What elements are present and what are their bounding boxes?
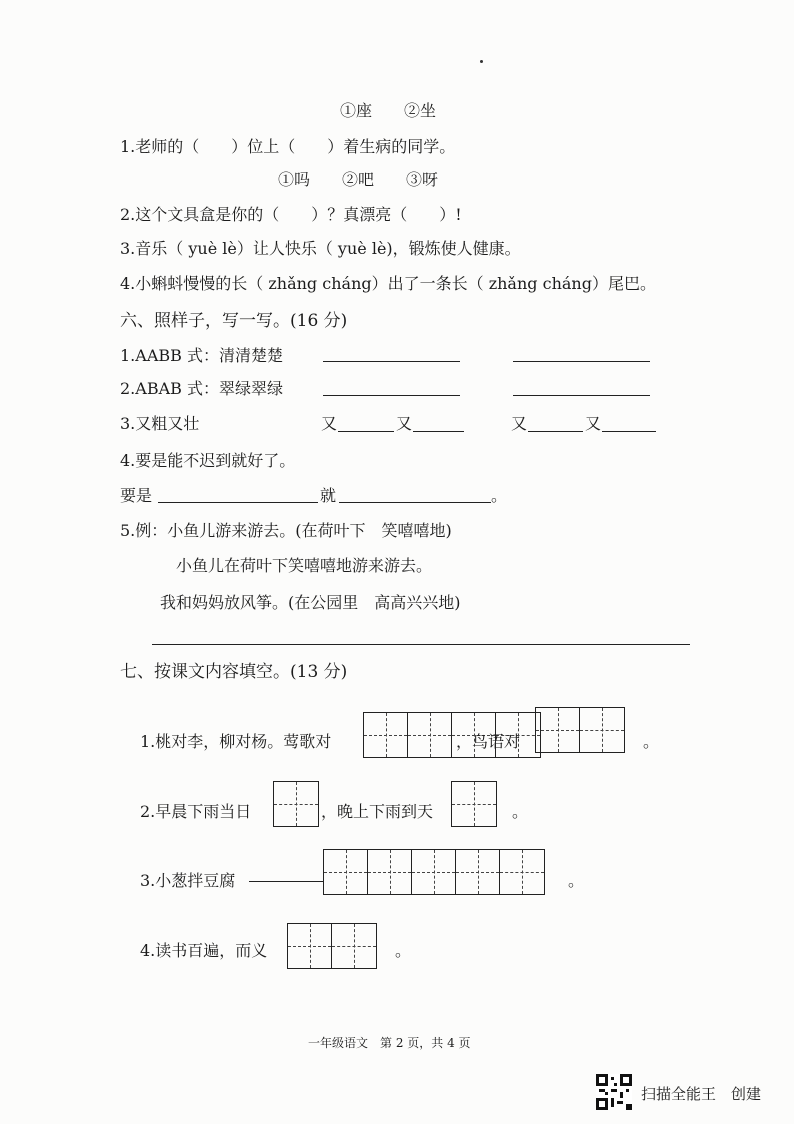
- tianzige-cell[interactable]: [332, 924, 376, 968]
- period: 。: [512, 802, 529, 821]
- page-footer: 一年级语文 第 2 页，共 4 页: [308, 1036, 471, 1050]
- item-2-text: 2.早晨下雨当日: [140, 802, 252, 821]
- answer-blank[interactable]: [602, 431, 656, 432]
- answer-blank[interactable]: [513, 361, 650, 362]
- item-1-text: 1.桃对李，柳对杨。莺歌对: [140, 732, 332, 751]
- you-char: 又: [396, 414, 413, 433]
- section-6-title: 六、照样子，写一写。(16 分): [120, 311, 348, 331]
- q5-item-1: 1.老师的（ ）位上（ ）着生病的同学。: [120, 137, 456, 156]
- speck: [480, 60, 483, 63]
- period: 。: [643, 732, 660, 751]
- answer-blank[interactable]: [338, 431, 394, 432]
- options-line-2: ①吗 ②吧 ③呀: [278, 170, 439, 189]
- period: 。: [395, 941, 412, 960]
- example-5-task: 我和妈妈放风筝。(在公园里 高高兴兴地): [160, 593, 461, 612]
- period: 。: [568, 871, 585, 890]
- tianzige-cell[interactable]: [274, 782, 318, 826]
- tianzige-cell[interactable]: [500, 850, 544, 894]
- item-1-text-b: ，鸟语对: [456, 732, 521, 751]
- camscanner-watermark: 扫描全能王 创建: [641, 1085, 762, 1103]
- tianzige-grid[interactable]: [287, 923, 377, 969]
- tianzige-grid[interactable]: [451, 781, 497, 827]
- qr-code-icon: [596, 1074, 632, 1110]
- answer-blank[interactable]: [323, 395, 460, 396]
- item-4-text: 4.读书百遍，而义: [140, 941, 268, 960]
- q5-item-4: 4.小蝌蚪慢慢的长（ zhǎng cháng）出了一条长（ zhǎng cháng）尾巴。: [120, 274, 656, 293]
- yaoshi-label: 要是: [120, 486, 153, 505]
- answer-line[interactable]: [152, 644, 690, 645]
- answer-blank[interactable]: [158, 502, 318, 503]
- yaoshi-example: 4.要是能不迟到就好了。: [120, 451, 296, 470]
- tianzige-cell[interactable]: [288, 924, 332, 968]
- tianzige-cell[interactable]: [456, 850, 500, 894]
- tianzige-cell[interactable]: [580, 708, 624, 752]
- jiu-label: 就: [320, 486, 337, 505]
- item-2-text-b: ，晚上下雨到天: [321, 802, 434, 821]
- abab-example: 2.ABAB 式：翠绿翠绿: [120, 379, 283, 398]
- you-char: 又: [511, 414, 528, 433]
- dash-line: [249, 881, 323, 882]
- tianzige-cell[interactable]: [536, 708, 580, 752]
- tianzige-cell[interactable]: [452, 782, 496, 826]
- answer-blank[interactable]: [339, 502, 491, 503]
- youyou-example: 3.又粗又壮: [120, 414, 200, 433]
- section-7-title: 七、按课文内容填空。(13 分): [120, 662, 348, 682]
- tianzige-cell[interactable]: [368, 850, 412, 894]
- tianzige-cell[interactable]: [408, 713, 452, 757]
- answer-blank[interactable]: [323, 361, 460, 362]
- period: 。: [491, 486, 508, 505]
- example-5-answer: 小鱼儿在荷叶下笑嘻嘻地游来游去。: [176, 556, 433, 575]
- tianzige-grid[interactable]: [323, 849, 545, 895]
- tianzige-cell[interactable]: [364, 713, 408, 757]
- you-char: 又: [585, 414, 602, 433]
- answer-blank[interactable]: [513, 395, 650, 396]
- q5-item-3: 3.音乐（ yuè lè）让人快乐（ yuè lè)，锻炼使人健康。: [120, 239, 521, 258]
- you-char: 又: [321, 414, 338, 433]
- tianzige-grid[interactable]: [273, 781, 319, 827]
- tianzige-cell[interactable]: [412, 850, 456, 894]
- q5-item-2: 2.这个文具盒是你的（ ）？真漂亮（ ）!: [120, 205, 462, 224]
- item-3-text: 3.小葱拌豆腐: [140, 871, 236, 890]
- aabb-example: 1.AABB 式：清清楚楚: [120, 346, 283, 365]
- answer-blank[interactable]: [413, 431, 464, 432]
- options-line-1: ①座 ②坐: [340, 101, 437, 120]
- tianzige-cell[interactable]: [324, 850, 368, 894]
- example-5: 5.例：小鱼儿游来游去。(在荷叶下 笑嘻嘻地): [120, 521, 452, 540]
- answer-blank[interactable]: [528, 431, 583, 432]
- tianzige-grid[interactable]: [535, 707, 625, 753]
